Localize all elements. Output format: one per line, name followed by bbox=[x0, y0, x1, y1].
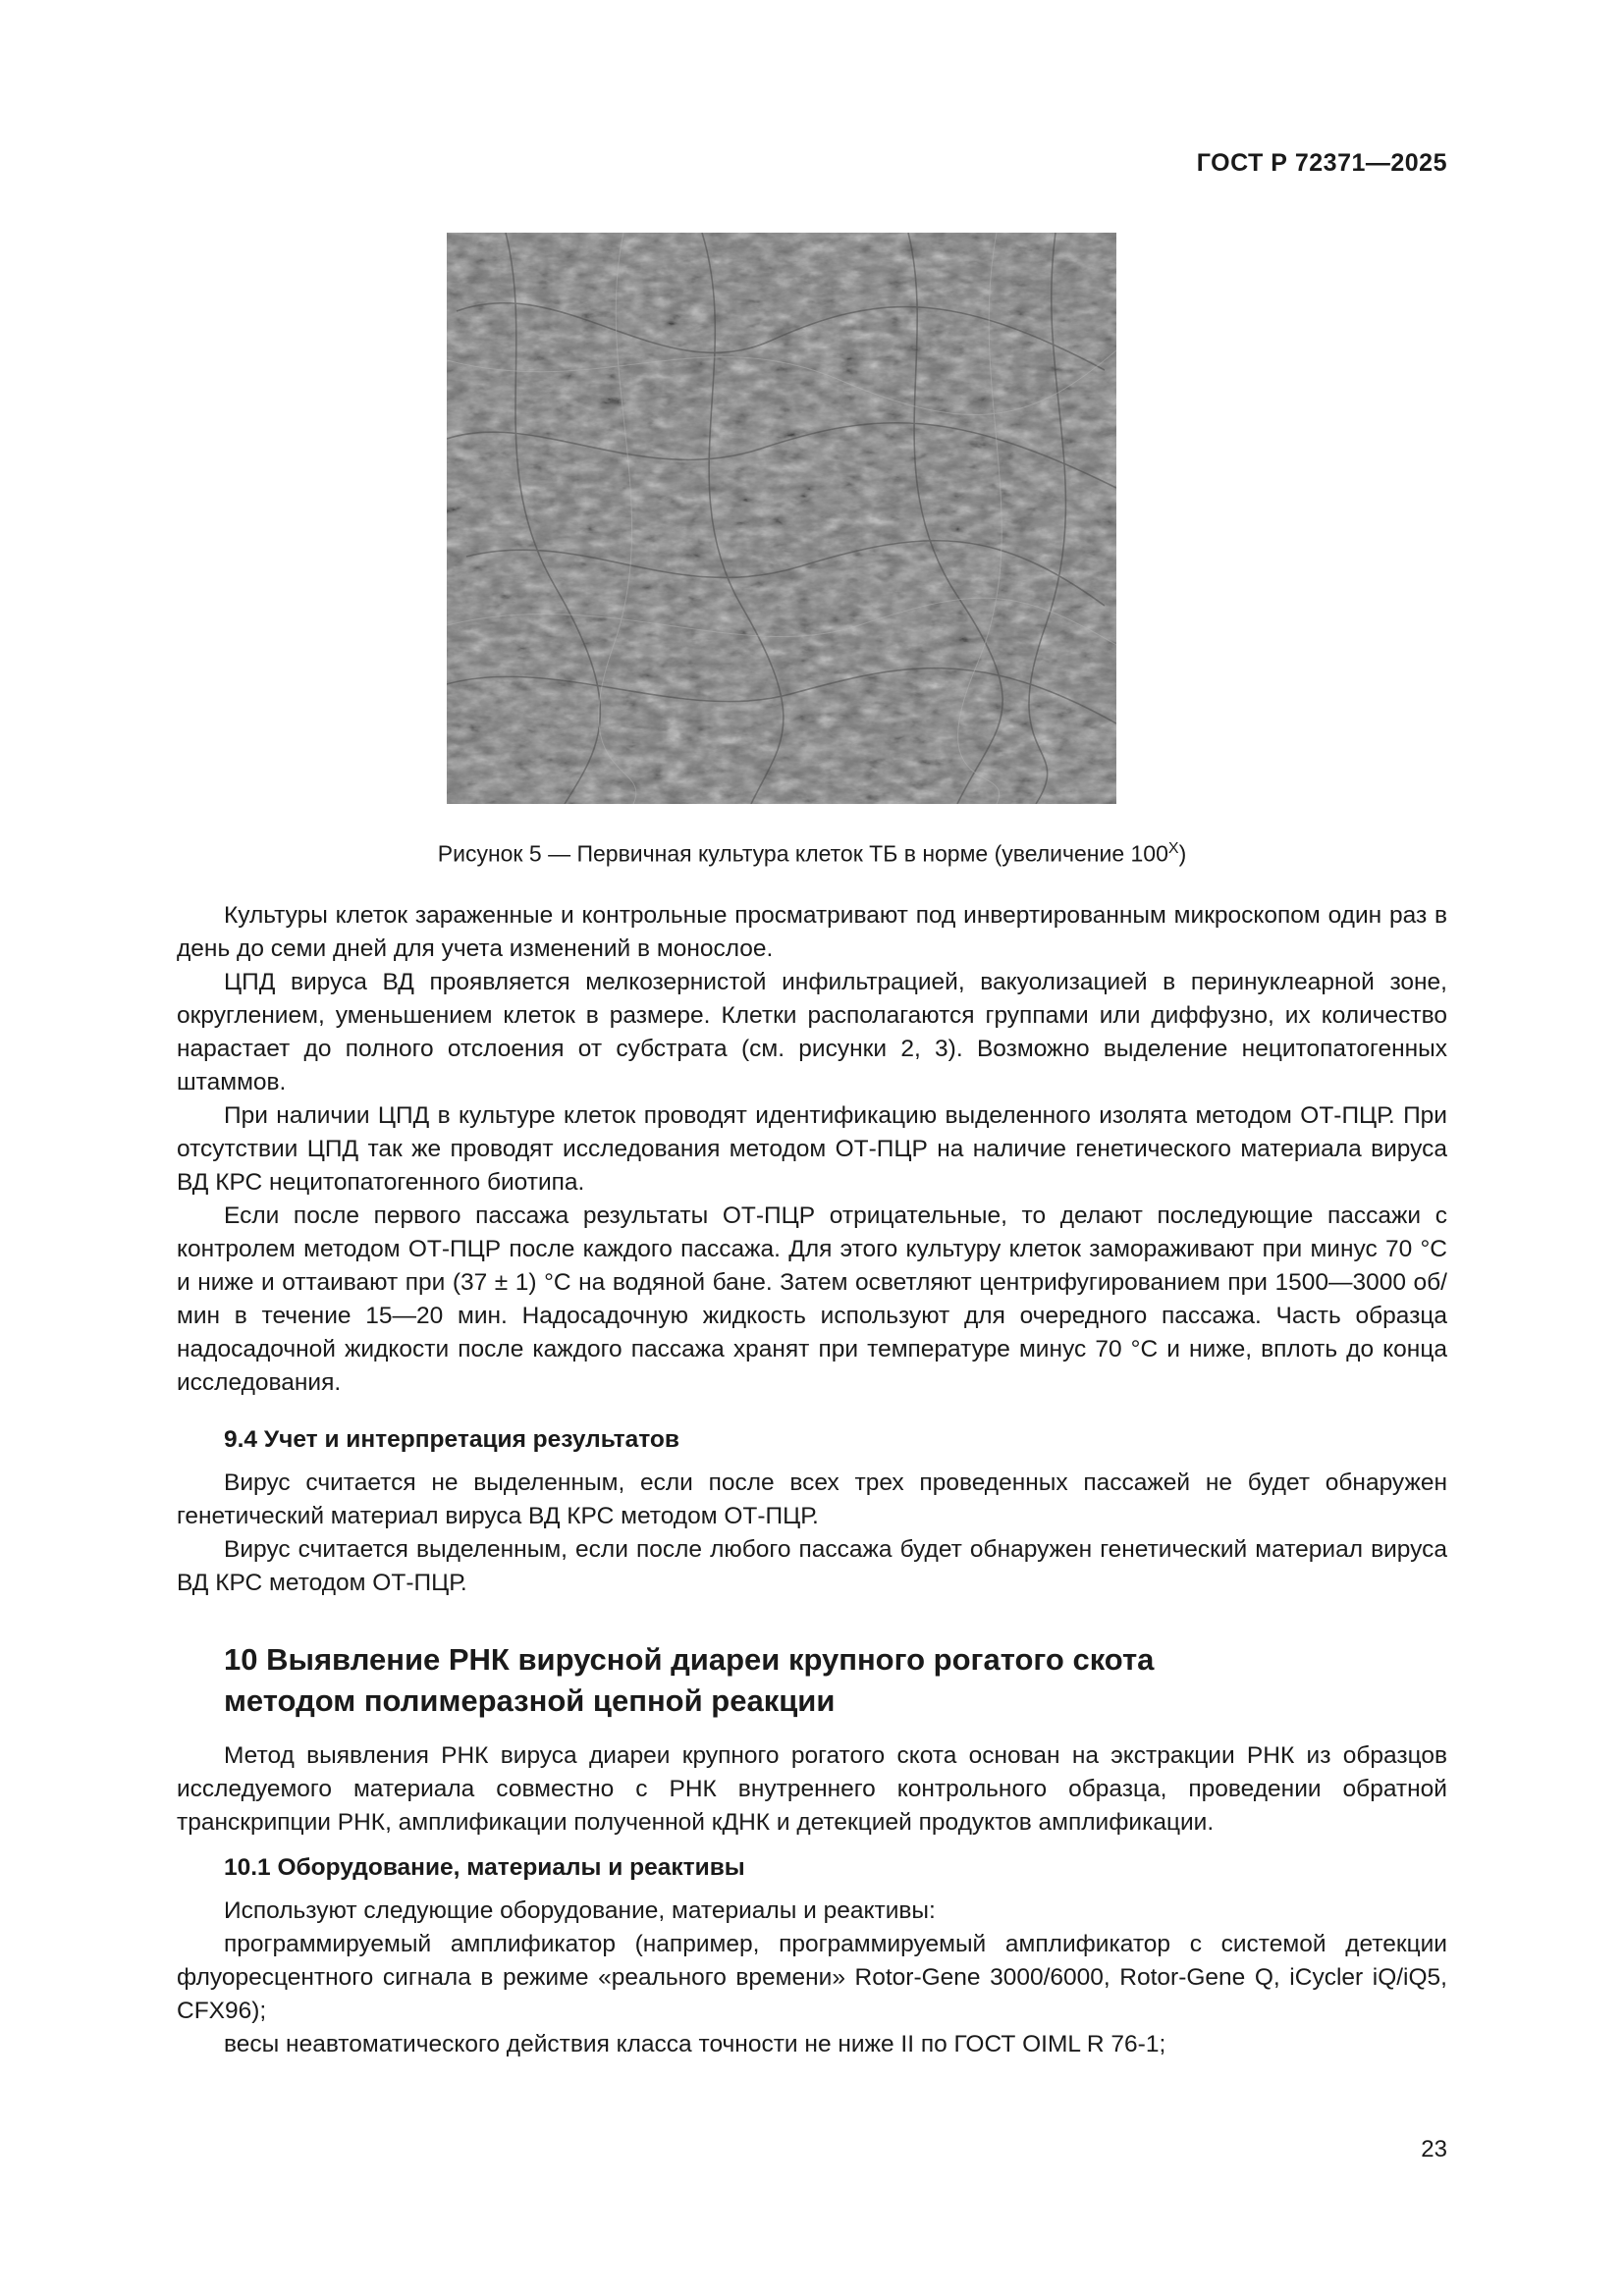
document-body bbox=[177, 899, 1447, 2061]
heading-text: 9.4 Учет и интерпретация результатов bbox=[224, 1426, 679, 1453]
cell-culture-micrograph bbox=[447, 233, 1116, 804]
paragraph bbox=[177, 899, 1447, 966]
paragraph bbox=[177, 1895, 1447, 1928]
caption-end: ) bbox=[1178, 840, 1187, 867]
paragraph-text: Культуры клеток зараженные и контрольные просматривают под инвертированным микроскопом один раз в день до семи дней для учета изменений в монослое. bbox=[177, 902, 1447, 962]
paragraph bbox=[177, 1200, 1447, 1400]
standard-header: ГОСТ Р 72371—2025 bbox=[1196, 149, 1447, 177]
heading-text: 10.1 Оборудование, материалы и реактивы bbox=[224, 1854, 745, 1881]
paragraph bbox=[177, 1533, 1447, 1600]
heading-line-1: 10 Выявление РНК вирусной диареи крупного рогатого скота bbox=[224, 1642, 1155, 1677]
paragraph bbox=[177, 1467, 1447, 1533]
paragraph bbox=[177, 1739, 1447, 1840]
section-heading-10 bbox=[177, 1639, 1447, 1722]
paragraph-text: Вирус считается не выделенным, если после всех трех проведенных пассажей не будет обнаружен генетический материал вируса ВД КРС методом ОТ-ПЦР. bbox=[177, 1469, 1447, 1529]
paragraph-text: Вирус считается выделенным, если после любого пассажа будет обнаружен генетический материал вируса ВД КРС методом ОТ-ПЦР. bbox=[177, 1536, 1447, 1596]
section-heading-9-4 bbox=[177, 1423, 1447, 1457]
list-item-text: весы неавтоматического действия класса точности не ниже II по ГОСТ OIML R 76-1; bbox=[224, 2031, 1166, 2057]
paragraph bbox=[177, 966, 1447, 1099]
paragraph-text: ЦПД вируса ВД проявляется мелкозернистой инфильтрацией, вакуолизацией в перинуклеарной зоне, округлением, уменьшением клеток в размере. Клетки располагаются группами или диффузно, их количество нарастает до полного отслоения от субстрата (см. рисунки 2, 3). Возможно выделение нецитопатогенных штаммов. bbox=[177, 969, 1447, 1095]
paragraph-text: Метод выявления РНК вируса диареи крупного рогатого скота основан на экстракции РНК из образцов исследуемого материала совместно с РНК внутреннего контрольного образца, проведении обратной транскрипции РНК, амплификации полученной кДНК и детекцией продуктов амплификации. bbox=[177, 1742, 1447, 1836]
micrograph-image bbox=[447, 233, 1116, 804]
list-item bbox=[177, 1928, 1447, 2028]
heading-line-2: методом полимеразной цепной реакции bbox=[224, 1683, 836, 1718]
caption-text: Рисунок 5 — Первичная культура клеток ТБ в норме (увеличение 100 bbox=[437, 840, 1168, 867]
list-item-text: программируемый амплификатор (например, программируемый амплификатор с системой детекции флуоресцентного сигнала в режиме «реального времени» Rotor-Gene 3000/6000, Rotor-Gene Q, iCycler iQ/iQ5, CFX96); bbox=[177, 1931, 1447, 2024]
page-number: 23 bbox=[1421, 2136, 1447, 2163]
paragraph-text: Если после первого пассажа результаты ОТ-ПЦР отрицательные, то делают последующие пассажи с контролем методом ОТ-ПЦР после каждого пассажа. Для этого культуру клеток замораживают при минус 70 °С и ниже и оттаивают при (37 ± 1) °С на водяной бане. Затем осветляют центрифугированием при 1500—3000 об/мин в течение 15—20 мин. Надосадочную жидкость используют для очередного пассажа. Часть образца надосадочной жидкости после каждого пассажа хранят при температуре минус 70 °С и ниже, вплоть до конца исследования. bbox=[177, 1202, 1447, 1396]
caption-superscript: Х bbox=[1167, 840, 1179, 857]
section-heading-10-1 bbox=[177, 1851, 1447, 1885]
paragraph-text: Используют следующие оборудование, материалы и реактивы: bbox=[224, 1897, 936, 1924]
figure-caption bbox=[0, 840, 1624, 868]
paragraph-text: При наличии ЦПД в культуре клеток проводят идентификацию выделенного изолята методом ОТ-ПЦР. При отсутствии ЦПД так же проводят исследования методом ОТ-ПЦР на наличие генетического материала вируса ВД КРС нецитопатогенного биотипа. bbox=[177, 1102, 1447, 1196]
list-item bbox=[177, 2028, 1447, 2061]
paragraph bbox=[177, 1099, 1447, 1200]
